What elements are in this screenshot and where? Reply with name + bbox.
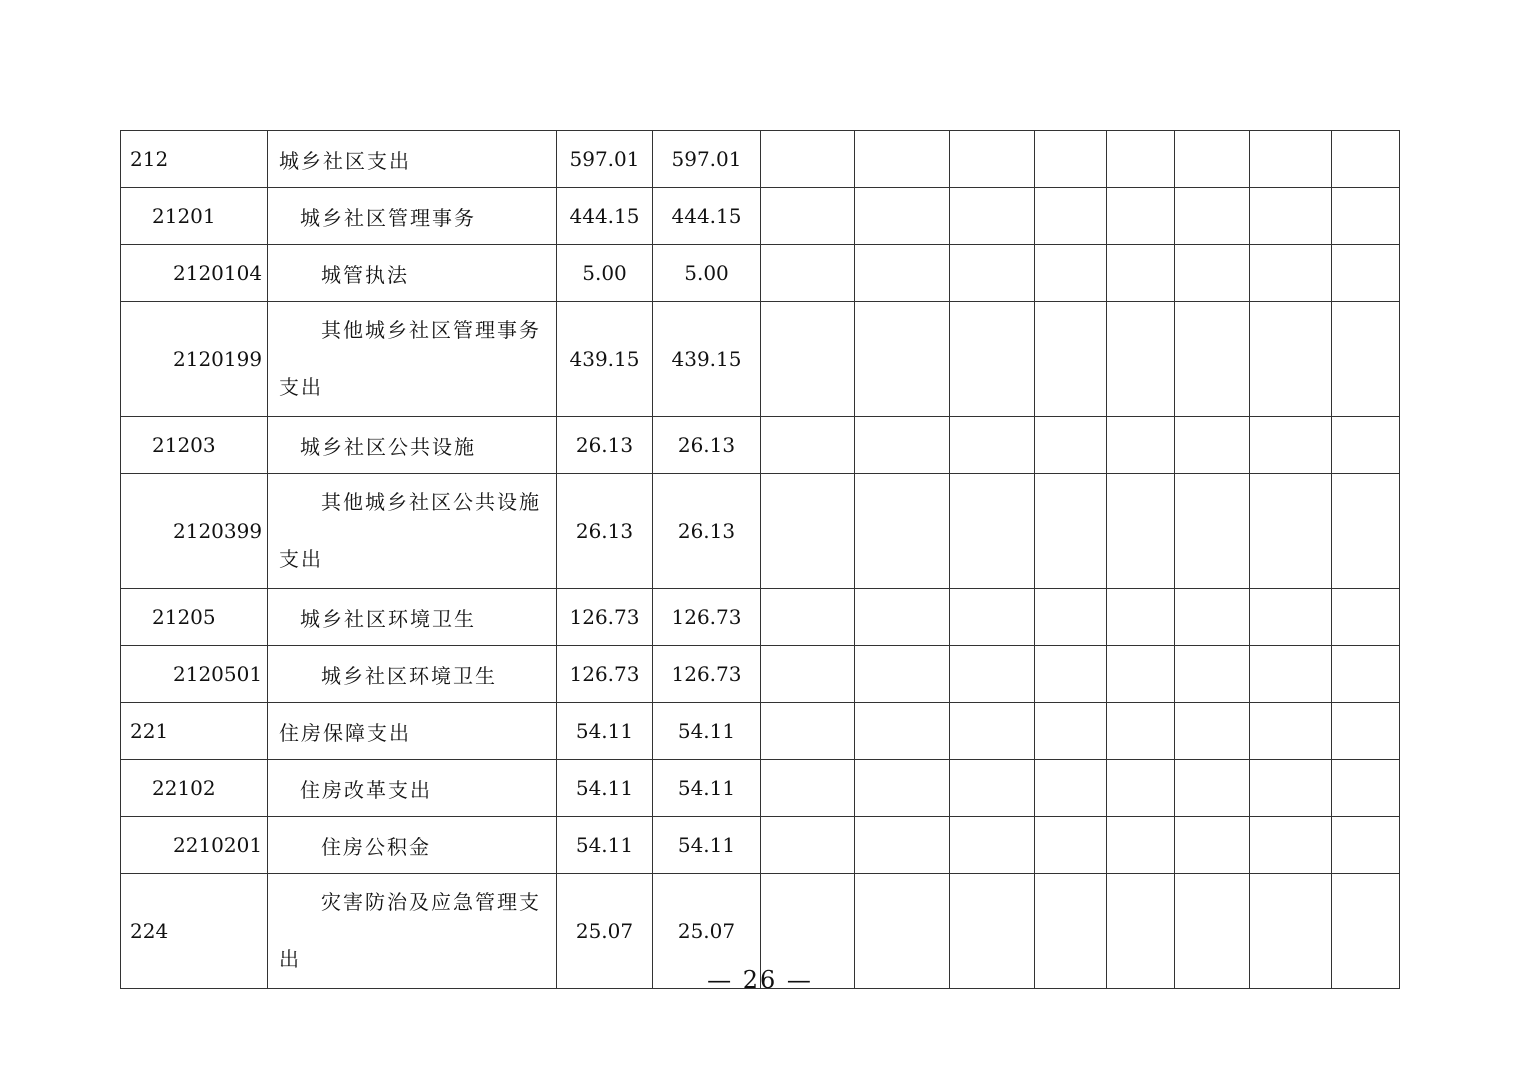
amount-cell: 597.01 xyxy=(653,131,761,188)
empty-cell xyxy=(950,188,1035,245)
table-row xyxy=(121,188,1400,245)
empty-cell xyxy=(761,302,855,417)
total-amount-cell: 26.13 xyxy=(557,417,653,474)
amount-cell: 54.11 xyxy=(653,817,761,874)
empty-cell xyxy=(761,589,855,646)
empty-cell xyxy=(1107,245,1175,302)
table-body xyxy=(121,131,1400,989)
empty-cell xyxy=(1035,131,1107,188)
empty-cell xyxy=(761,703,855,760)
amount-cell: 126.73 xyxy=(653,589,761,646)
empty-cell xyxy=(950,131,1035,188)
empty-cell xyxy=(761,417,855,474)
empty-cell xyxy=(761,188,855,245)
empty-cell xyxy=(950,646,1035,703)
empty-cell xyxy=(950,417,1035,474)
function-name-cell: 城乡社区支出 xyxy=(268,131,557,188)
empty-cell xyxy=(950,589,1035,646)
function-name-cell xyxy=(268,474,557,589)
table-row xyxy=(121,417,1400,474)
empty-cell xyxy=(1035,703,1107,760)
function-name-cell: 住房改革支出 xyxy=(268,760,557,817)
table-row xyxy=(121,245,1400,302)
empty-cell xyxy=(1035,302,1107,417)
empty-cell xyxy=(1250,817,1332,874)
empty-cell xyxy=(1035,417,1107,474)
empty-cell xyxy=(1035,817,1107,874)
empty-cell xyxy=(1175,817,1250,874)
empty-cell xyxy=(1332,589,1400,646)
empty-cell xyxy=(1250,474,1332,589)
empty-cell xyxy=(1035,646,1107,703)
empty-cell xyxy=(1250,589,1332,646)
empty-cell xyxy=(761,474,855,589)
empty-cell xyxy=(1107,703,1175,760)
function-name-cell: 住房保障支出 xyxy=(268,703,557,760)
empty-cell xyxy=(1175,417,1250,474)
empty-cell xyxy=(1332,817,1400,874)
function-code-cell: 2120199 xyxy=(121,302,268,417)
empty-cell xyxy=(1250,131,1332,188)
empty-cell xyxy=(1175,302,1250,417)
function-code-cell: 21201 xyxy=(121,188,268,245)
empty-cell xyxy=(950,760,1035,817)
total-amount-cell: 54.11 xyxy=(557,817,653,874)
empty-cell xyxy=(1250,245,1332,302)
function-name-text: 其他城乡社区公共设施支出 xyxy=(279,490,541,571)
total-amount-cell: 126.73 xyxy=(557,646,653,703)
empty-cell xyxy=(761,817,855,874)
table-row xyxy=(121,302,1400,417)
empty-cell xyxy=(1250,302,1332,417)
empty-cell xyxy=(1107,817,1175,874)
empty-cell xyxy=(1175,245,1250,302)
empty-cell xyxy=(1250,646,1332,703)
function-name-text: 灾害防治及应急管理支出 xyxy=(279,890,541,971)
empty-cell xyxy=(1332,760,1400,817)
amount-cell: 25.07 xyxy=(653,874,761,989)
empty-cell xyxy=(761,760,855,817)
table-row xyxy=(121,474,1400,589)
table-row xyxy=(121,589,1400,646)
empty-cell xyxy=(761,245,855,302)
function-name-cell xyxy=(268,302,557,417)
function-name-cell: 城乡社区环境卫生 xyxy=(268,589,557,646)
function-name-cell: 城乡社区管理事务 xyxy=(268,188,557,245)
budget-table xyxy=(120,130,1400,989)
empty-cell xyxy=(855,589,950,646)
amount-cell: 439.15 xyxy=(653,302,761,417)
empty-cell xyxy=(1175,188,1250,245)
amount-cell: 54.11 xyxy=(653,760,761,817)
function-code-cell: 2120501 xyxy=(121,646,268,703)
empty-cell xyxy=(1332,417,1400,474)
function-name-text: 其他城乡社区管理事务支出 xyxy=(279,318,541,399)
empty-cell xyxy=(1035,589,1107,646)
amount-cell: 54.11 xyxy=(653,703,761,760)
empty-cell xyxy=(950,245,1035,302)
function-code-cell: 2120104 xyxy=(121,245,268,302)
total-amount-cell: 25.07 xyxy=(557,874,653,989)
empty-cell xyxy=(1250,760,1332,817)
empty-cell xyxy=(1175,131,1250,188)
empty-cell xyxy=(1332,302,1400,417)
empty-cell xyxy=(1035,760,1107,817)
function-code-cell: 212 xyxy=(121,131,268,188)
empty-cell xyxy=(950,703,1035,760)
empty-cell xyxy=(855,188,950,245)
empty-cell xyxy=(761,646,855,703)
empty-cell xyxy=(1175,646,1250,703)
function-code-cell: 2210201 xyxy=(121,817,268,874)
table-row xyxy=(121,760,1400,817)
table-row xyxy=(121,703,1400,760)
table-row xyxy=(121,131,1400,188)
empty-cell xyxy=(1107,131,1175,188)
empty-cell xyxy=(855,417,950,474)
function-code-cell: 2120399 xyxy=(121,474,268,589)
empty-cell xyxy=(855,646,950,703)
empty-cell xyxy=(1107,417,1175,474)
empty-cell xyxy=(855,817,950,874)
empty-cell xyxy=(1250,188,1332,245)
total-amount-cell: 439.15 xyxy=(557,302,653,417)
empty-cell xyxy=(855,474,950,589)
function-code-cell: 221 xyxy=(121,703,268,760)
empty-cell xyxy=(1175,703,1250,760)
amount-cell: 26.13 xyxy=(653,417,761,474)
empty-cell xyxy=(1332,646,1400,703)
amount-cell: 126.73 xyxy=(653,646,761,703)
empty-cell xyxy=(1332,703,1400,760)
total-amount-cell: 54.11 xyxy=(557,703,653,760)
empty-cell xyxy=(1107,188,1175,245)
amount-cell: 444.15 xyxy=(653,188,761,245)
empty-cell xyxy=(1035,245,1107,302)
function-name-cell: 城管执法 xyxy=(268,245,557,302)
empty-cell xyxy=(1250,703,1332,760)
empty-cell xyxy=(1107,474,1175,589)
amount-cell: 26.13 xyxy=(653,474,761,589)
empty-cell xyxy=(855,245,950,302)
table-row xyxy=(121,817,1400,874)
function-name-cell: 城乡社区公共设施 xyxy=(268,417,557,474)
empty-cell xyxy=(1332,131,1400,188)
empty-cell xyxy=(1175,760,1250,817)
amount-cell: 5.00 xyxy=(653,245,761,302)
function-name-cell: 住房公积金 xyxy=(268,817,557,874)
function-code-cell: 21203 xyxy=(121,417,268,474)
total-amount-cell: 54.11 xyxy=(557,760,653,817)
empty-cell xyxy=(855,703,950,760)
empty-cell xyxy=(1035,474,1107,589)
total-amount-cell: 444.15 xyxy=(557,188,653,245)
empty-cell xyxy=(1107,302,1175,417)
empty-cell xyxy=(1107,589,1175,646)
total-amount-cell: 597.01 xyxy=(557,131,653,188)
total-amount-cell: 126.73 xyxy=(557,589,653,646)
empty-cell xyxy=(1035,188,1107,245)
empty-cell xyxy=(1332,188,1400,245)
function-code-cell: 22102 xyxy=(121,760,268,817)
empty-cell xyxy=(950,474,1035,589)
empty-cell xyxy=(1175,589,1250,646)
function-code-cell: 224 xyxy=(121,874,268,989)
page-number: — 26 — xyxy=(707,966,813,994)
empty-cell xyxy=(950,302,1035,417)
empty-cell xyxy=(950,817,1035,874)
empty-cell xyxy=(855,302,950,417)
total-amount-cell: 26.13 xyxy=(557,474,653,589)
empty-cell xyxy=(1332,245,1400,302)
empty-cell xyxy=(761,131,855,188)
empty-cell xyxy=(1250,417,1332,474)
function-name-cell: 城乡社区环境卫生 xyxy=(268,646,557,703)
total-amount-cell: 5.00 xyxy=(557,245,653,302)
empty-cell xyxy=(1107,646,1175,703)
empty-cell xyxy=(855,760,950,817)
empty-cell xyxy=(855,131,950,188)
empty-cell xyxy=(1107,760,1175,817)
empty-cell xyxy=(1332,474,1400,589)
empty-cell xyxy=(1175,474,1250,589)
table-row xyxy=(121,646,1400,703)
function-code-cell: 21205 xyxy=(121,589,268,646)
